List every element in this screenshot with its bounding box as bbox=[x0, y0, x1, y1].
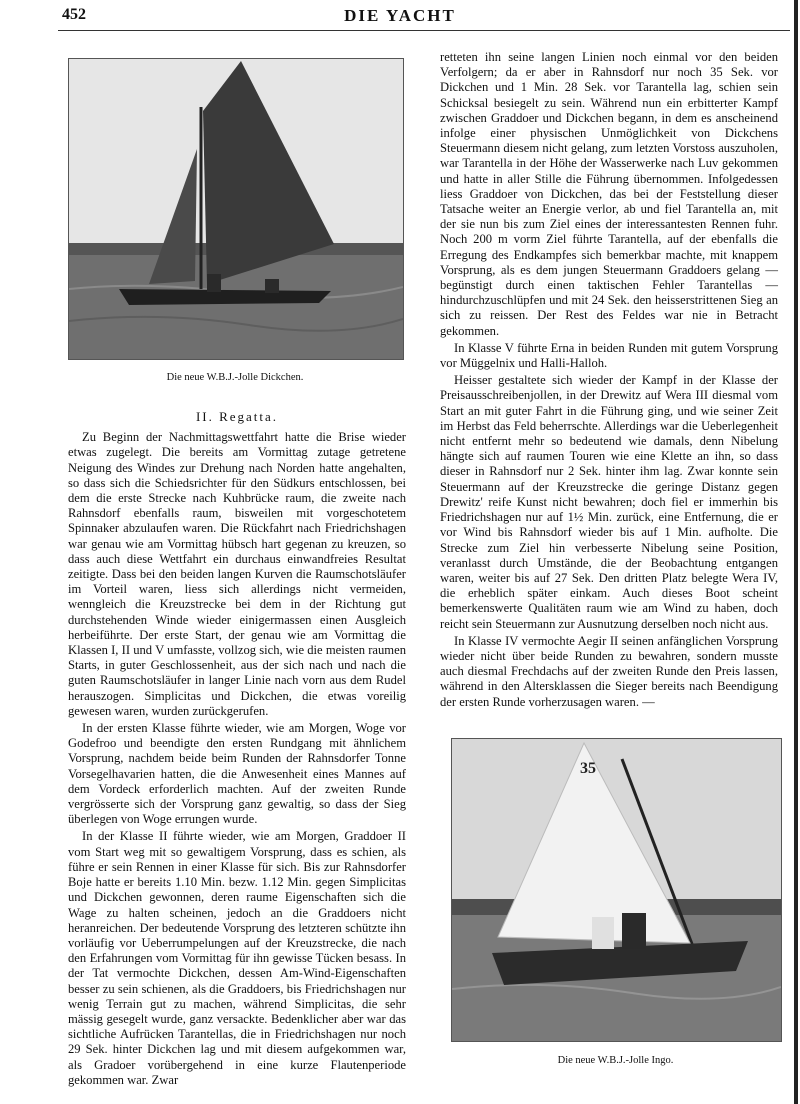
left-column bbox=[68, 409, 406, 1088]
page-edge bbox=[794, 0, 798, 1104]
paragraph: In der ersten Klasse führte wieder, wie am Morgen, Woge vor Godefroo und beendigte den ersten Rundgang mit ähnlichem Vorsprung, nachdem beide beim Runden der Rahnsdorfer Tonne Vorsegelhavarien hatten, die die Anwesenheit eines Mannes auf dem Vordeck erforderlich machten. Auf der zweiten Runde vergrösserte sich der Vorsprung ganz gewaltig, so dass der Sieg überlegen von Woge errungen wurde. bbox=[68, 721, 406, 827]
paragraph: In Klasse IV vermochte Aegir II seinen anfänglichen Vorsprung wieder nicht über beide Runden zu bewahren, sondern musste auch diesmal Frechdachs auf der zweiten Runde den Preis lassen, während in den Altersklassen die Sieger bereits nach Beendigung der ersten Runde vorherzusagen waren. — bbox=[440, 633, 778, 709]
sail-number: 35 bbox=[580, 760, 596, 777]
paragraph: In der Klasse II führte wieder, wie am Morgen, Graddoer II vom Start weg mit so gewaltigem Vorsprung, dass es schien, als führe er sein Rennen in einer Klasse für sich. Bis zur Rahnsdorfer Boje hatte er bereits 1.10 Min. bezw. 1.12 Min. gegen Simplicitas und Dickchen gewonnen, deren raume Eigenschaften sich die Wage zu halten scheinen, jedoch an die Graddoers nicht heranreichen. Der bedeutende Vorsprung des letzteren schützte ihn vorläufig vor Ueberrumpelungen auf der Kreuzstrecke, die nach den Erfahrungen vom Vormittag für ihn gewisse Tücken besass. In der Tat vermochte Dickchen, dessen Am-Wind-Eigenschaften besser zu sein schienen, als die Graddoers, bis Friedrichshagen nur wenig Terrain gut zu machen, während Simplicitas, die sehr mässig gesegelt wurde, ganz versackte. Bedenklicher aber war das sichtliche Aufrücken Tarantellas, die in Friedrichshagen nur noch 29 Sek. hinter Dickchen lag und mit diesem aufgekommen war, als Gradoer vorübergehend in eine kurze Flautenperiode gekommen war. Zwar bbox=[68, 829, 406, 1087]
figure-caption-ingo: Die neue W.B.J.-Jolle Ingo. bbox=[557, 1055, 674, 1066]
figure-caption-dickchen: Die neue W.B.J.-Jolle Dickchen. bbox=[166, 372, 304, 383]
running-head: DIE YACHT bbox=[344, 6, 456, 25]
paragraph: retteten ihn seine langen Linien noch einmal vor den beiden Verfolgern; da er aber in Rahnsdorf nur noch 35 Sek. vor Dickchen und 1 Min. 28 Sek. vor Tarantella lag, schien sein Schicksal besiegelt zu sein. Während nun ein erbitterter Kampf zwischen Graddoer und Dickchen begann, in dem es anscheinend infolge einer physischen Unmöglichkeit von Dickchens Steuermann diesem nicht gelang, zum letzten Vorstoss auszuholen, war Tarantella in der Höhe der Wasserwerke nach Luv gekommen und hatte in aller Stille die Führung übernommen. Infolgedessen liess Graddoer von Dickchen, das bei der Feststellung dieser Tatsache weiter an Energie verlor, ab und fiel Tarantella an, mit der sie nun bis zum Ziel eines der interessantesten Rennen fuhr. Noch 200 m vorm Ziel führte Tarantella, auf der ebenfalls die Erregung des Endkampfes sich bemerkbar machte, mit knappem Vorsprung, als es dem jungen Steuermann Graddoers gelang — begünstigt durch einen taktischen Fehler Tarantellas — hindurchzuschlüpfen und mit 24 Sek. den heisserstrittenen Sieg an sich zu reissen. Der Rest des Feldes war nie in Betracht gekommen. bbox=[440, 50, 778, 338]
paragraph: In Klasse V führte Erna in beiden Runden mit gutem Vorsprung vor Müggelnix und Halli-Halloh. bbox=[440, 340, 778, 371]
page-number: 452 bbox=[62, 6, 86, 23]
paragraph: Zu Beginn der Nachmittagswettfahrt hatte die Brise wieder etwas zugelegt. Die bereits am Vormittag zutage getretene Neigung des Windes zur Drehung nach Norden hatte angehalten, so dass sich die Schiedsrichter für den Südkurs entschlossen, bei dem die erste Strecke nach Kuhbrücke raum, die zweite nach Rahnsdorf ebenfalls raum, bisweilen mit vorgeschotetem Spinnaker abzulaufen waren. Die Rückfahrt nach Friedrichshagen war genau wie am Vormittag hübsch hart gegenan zu kreuzen, so dass auch diese Wettfahrt ein durchaus einwandfreies Resultat zeitigte. Dass bei den beiden langen Kurven die Raumschotsläufer im Vorteil waren, liess sich allerdings nicht vermeiden, wenngleich die Kreuzstrecke bei dem in der Richtung gut durchstehenden Winde wieder einigermassen einen Ausgleich herbeiführte. Der erste Start, der genau wie am Vormittag die Klassen I, II und V umfasste, vollzog sich, wie die meisten raumen Starts, in guter Geschlossenheit, aus der sich nach und nach die guten Raumschotsläufer in langer Linie nach vorn aus dem Rudel herauszogen. Simplicitas und Dickchen, die etwas voreilig gewesen waren, wurden zurückgerufen. bbox=[68, 430, 406, 718]
paragraph: Heisser gestaltete sich wieder der Kampf in der Klasse der Preisausschreibenjollen, in der Drewitz auf Wera III diesmal vom Start an mit guter Fahrt in die Führung ging, und wie seiner Zeit im Herbst das Feld beherrschte. Allerdings war die Ueberlegenheit nicht entfernt mehr so bedeutend wie damals, denn Nibelung hängte sich auf raumen Touren wie eine Klette an ihn, so dass dieser in Rahnsdorf nur 2 Sek. hinter ihm lag. Zwar konnte sein Steuermann auf der Kreuzstrecke die geringe Distanz gegen Drewitz' reife Kunst nicht bewahren; doch fiel er immerhin bis Friedrichshagen nur auf 1½ Min. zurück, eine Entfernung, die er vor Wind bis Rahnsdorf wieder bis auf 1 Min. aufholte. Die Strecke zum Ziel hin verbesserte Nibelung seine Position, veranlasst durch Umstände, die der Beobachtung entgangen waren, weiter bis auf 27 Sek. Den dritten Platz belegte Wera IV, die erheblich später einkam. Auch dieses Boot scheint bemerkenswerte Qualitäten raum wie am Wind zu haben, doch reicht sein Steuermann zur Ausnutzung derselben noch nicht aus. bbox=[440, 373, 778, 631]
photo-dickchen bbox=[68, 58, 404, 360]
photo-ingo bbox=[451, 738, 782, 1042]
sailboat-illustration bbox=[452, 739, 781, 1041]
header-rule bbox=[58, 30, 790, 31]
sailboat-illustration bbox=[69, 59, 403, 359]
section-title: II. Regatta. bbox=[195, 409, 279, 424]
right-column bbox=[440, 50, 778, 710]
